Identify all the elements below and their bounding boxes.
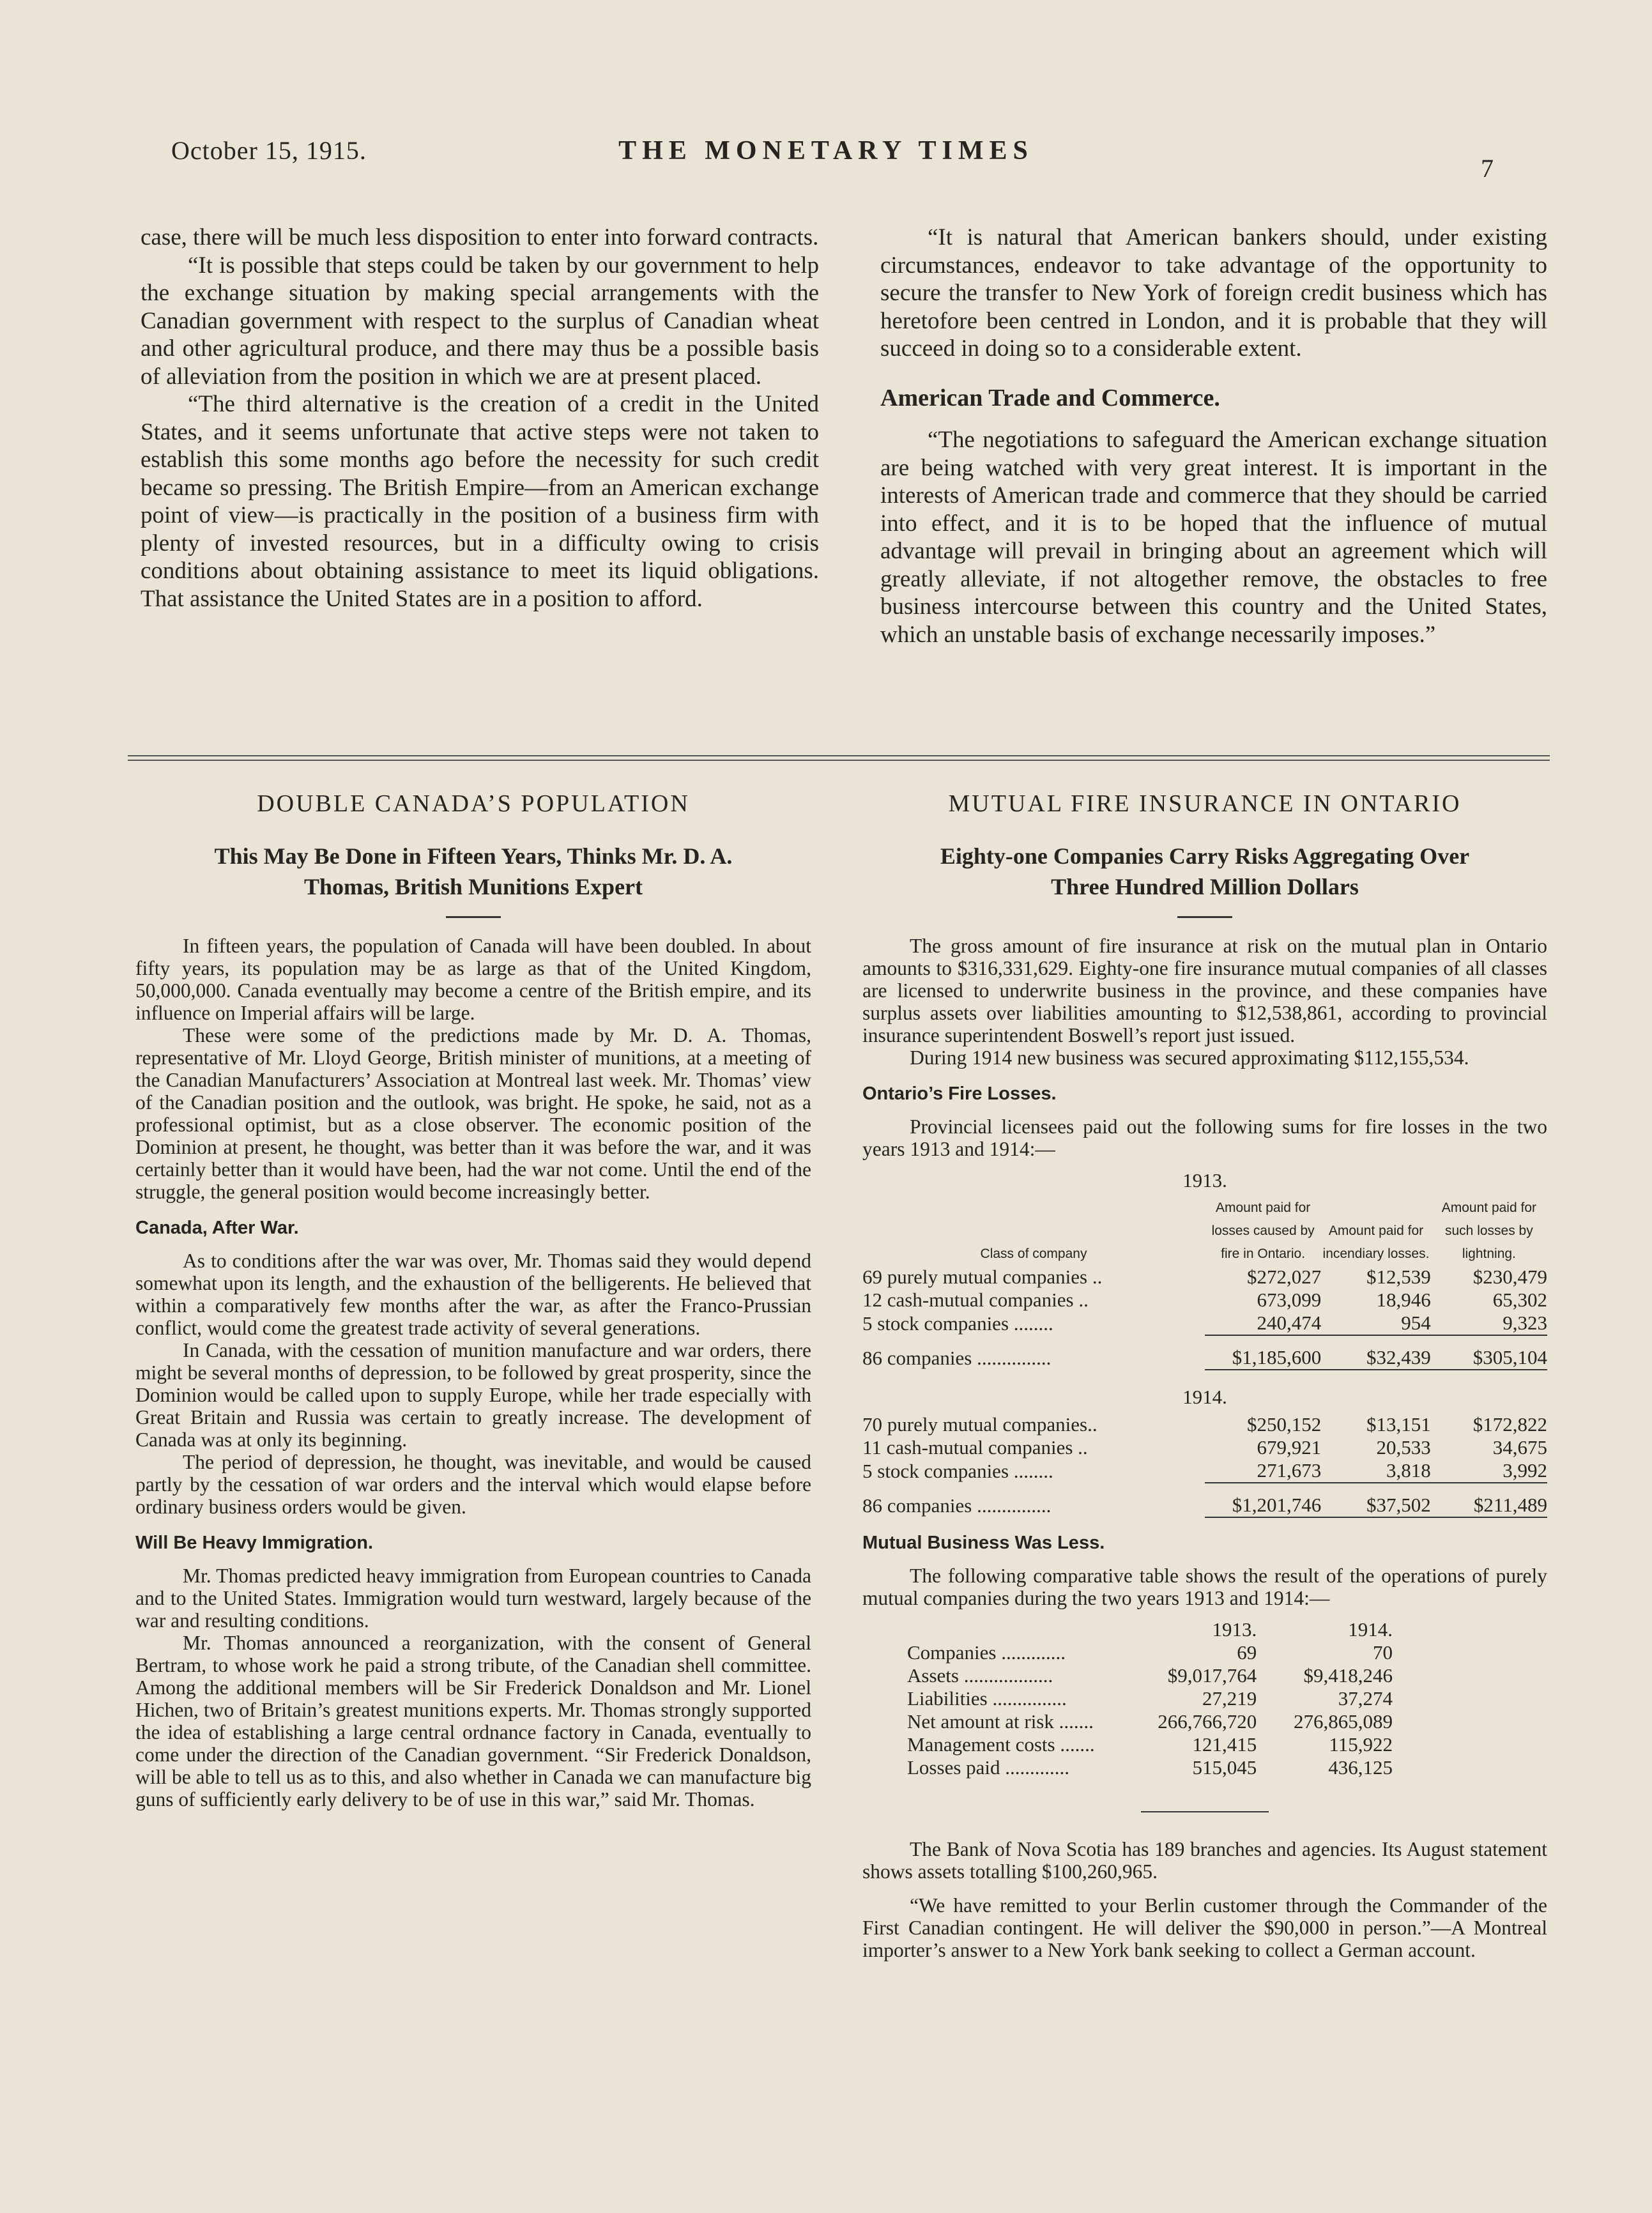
table-cell: 3,992 [1431,1459,1547,1483]
table-cell: $305,104 [1431,1335,1547,1370]
table-cell: Liabilities ............... [907,1687,1067,1710]
table-year-label: 1913. [1182,1169,1227,1191]
comparison-table [907,1618,1393,1779]
subtitle-line: Eighty-one Companies Carry Risks Aggregating Over [940,843,1470,869]
table-cell: 12 cash-mutual companies .. [862,1289,1089,1311]
column-header: Amount paid for incendiary losses. [1322,1223,1430,1261]
paragraph: In fifteen years, the population of Canada will have been doubled. In about fifty years, its population may be as large as that of the United Kingdom, 50,000,000. Canada eventually may become a centre of the British empire, and its influence on Imperial affairs will be large. [135,935,811,1024]
page-number: 7 [1481,154,1494,183]
table-cell: Management costs ....... [907,1733,1095,1756]
table-cell: $9,017,764 [1167,1664,1257,1687]
table-row [907,1664,1393,1687]
table-cell: $32,439 [1321,1335,1431,1370]
top-left-column [141,224,819,613]
table-cell: 515,045 [1192,1756,1257,1779]
table-cell: $272,027 [1246,1266,1322,1288]
table-cell: 86 companies ............... [862,1494,1052,1517]
table-cell: Losses paid ............. [907,1756,1070,1779]
subtitle-line: This May Be Done in Fifteen Years, Thinks Mr. D. A. [214,843,733,869]
paragraph: The Bank of Nova Scotia has 189 branches and agencies. Its August statement shows assets totalling $100,260,965. [862,1838,1547,1883]
table-row [862,1436,1547,1459]
paragraph: As to conditions after the war was over, Mr. Thomas said they would depend somewhat upon its length, and the exhaustion of the belligerents. He believed that within a comparatively few months after the war, as after the Franco-Prussian conflict, would come the greatest trade activity of several generations. [135,1250,811,1339]
paragraph: The gross amount of fire insurance at risk on the mutual plan in Ontario amounts to $316,331,629. Eighty-one fire insurance mutual companies of all classes are licensed to underwrite business in the province, and these companies have surplus assets over liabilities amounting to $12,538,861, according to provincial insurance superintendent Boswell’s report just issued. [862,935,1547,1046]
table-cell: 954 [1321,1312,1431,1335]
table-cell: 115,922 [1329,1733,1393,1756]
table-cell: $211,489 [1431,1483,1547,1517]
fire-losses-table [862,1197,1547,1370]
column-header: Amount paid for such losses by lightning. [1441,1200,1536,1261]
paragraph: During 1914 new business was secured approximating $112,155,534. [910,1046,1469,1069]
table-cell: 121,415 [1192,1733,1257,1756]
table-cell: $9,418,246 [1303,1664,1393,1687]
table-row [862,1266,1547,1289]
table-cell: Net amount at risk ....... [907,1710,1094,1733]
column-header: 1913. [1212,1618,1257,1641]
table-cell: Companies ............. [907,1641,1066,1664]
subheading: Will Be Heavy Immigration. [135,1533,374,1553]
table-row [907,1710,1393,1733]
table-row [862,1459,1547,1483]
table-cell: 70 [1373,1641,1393,1664]
paragraph: “We have remitted to your Berlin customer through the Commander of the First Canadian contingent. He will deliver the $90,000 in person.”—A Montreal importer’s answer to a New York bank seeking to collect a German account. [862,1894,1547,1961]
table-cell: 37,274 [1338,1687,1393,1710]
subheading: Mutual Business Was Less. [862,1533,1105,1553]
table-cell: 69 [1237,1641,1257,1664]
paragraph: “The negotiations to safeguard the American exchange situation are being watched with very great interest. It is important in the interests of American trade and commerce that they should be carried into effect, and it is to be hoped that the influence of mutual advantage will prevail in bringing about an agreement which will greatly alleviate, if not altogether remove, the obstacles to free business intercourse between this country and the United States, which an unstable basis of exchange necessarily imposes.” [880,427,1547,648]
top-right-column [880,224,1547,648]
table-row [862,1289,1547,1312]
table-cell: 276,865,089 [1294,1710,1393,1733]
table-cell: 18,946 [1376,1289,1431,1311]
paragraph: In Canada, with the cessation of munition manufacture and war orders, there might be several months of depression, to be followed by great prosperity, since the Dominion would be called upon to supply Europe, while her trade especially with Great Britain and Russia was certain to greatly increase. The development of Canada was at only its beginning. [135,1339,811,1451]
paragraph: These were some of the predictions made by Mr. D. A. Thomas, representative of Mr. Lloyd George, British minister of munitions, at a meeting of the Canadian Manufacturers’ Association at Montreal last week. Mr. Thomas’ view of the Canadian position and the outlook, was bright. He spoke, he said, not as a professional optimist, but as a close observer. The economic position of the Dominion at present, he thought, was better than it was before the war, and it was certainly better than it would have been, had the war not come. Until the end of the struggle, the general position would become increasingly better. [135,1024,811,1203]
paragraph: The period of depression, he thought, was inevitable, and would be caused partly by the cessation of war orders and the interval which would elapse before ordinary business orders would be given. [135,1451,811,1518]
fire-losses-table [862,1413,1547,1518]
short-rule [1177,916,1232,918]
table-cell: 27,219 [1202,1687,1257,1710]
table-cell: 5 stock companies ........ [862,1460,1053,1482]
article-title: DOUBLE CANADA’S POPULATION [257,790,690,817]
table-row [862,1413,1547,1436]
table-cell: 5 stock companies ........ [862,1312,1053,1335]
masthead-title: THE MONETARY TIMES [618,136,1034,165]
table-cell: 20,533 [1376,1436,1431,1459]
table-cell: Assets .................. [907,1664,1053,1687]
table-cell: 65,302 [1492,1289,1547,1311]
table-row [907,1687,1393,1710]
table-cell: $12,539 [1366,1266,1431,1288]
column-header: Amount paid for losses caused by fire in Ontario. [1211,1200,1315,1261]
subtitle-line: Thomas, British Munitions Expert [303,874,643,900]
table-cell: 69 purely mutual companies .. [862,1266,1103,1288]
table-row [907,1756,1393,1779]
table-row [907,1733,1393,1756]
table-cell: $250,152 [1246,1413,1322,1436]
paragraph: The following comparative table shows the result of the operations of purely mutual companies during the two years 1913 and 1914:— [862,1565,1547,1609]
short-rule [1141,1811,1269,1812]
table-cell: 266,766,720 [1158,1710,1257,1733]
table-row [907,1641,1393,1664]
section-divider [128,755,1550,761]
subheading: Canada, After War. [135,1218,299,1238]
article-mutual-fire-insurance [862,790,1547,1961]
table-cell: $37,502 [1321,1483,1431,1517]
table-cell: 240,474 [1205,1312,1321,1335]
paragraph: “It is possible that steps could be taken by our government to help the exchange situation by making special arrangements with the Canadian government with respect to the surplus of Canadian wheat and other agricultural produce, and there may thus be a possible basis of alleviation from the position in which we are at present placed. [141,252,819,390]
table-cell: $230,479 [1472,1266,1547,1288]
column-header: Class of company [980,1246,1087,1261]
paragraph: “It is natural that American bankers should, under existing circumstances, endeavor to take advantage of the opportunity to secure the transfer to New York of foreign credit business which has heretofore been centred in London, and it is probable that they will succeed in doing so to a considerable extent. [880,224,1547,362]
subtitle-line: Three Hundred Million Dollars [1051,874,1359,900]
table-cell: 70 purely mutual companies.. [862,1413,1098,1436]
table-cell: 34,675 [1492,1436,1547,1459]
table-cell: 271,673 [1205,1459,1321,1483]
paragraph: case, there will be much less disposition to enter into forward contracts. [141,224,819,250]
paragraph: Provincial licensees paid out the following sums for fire losses in the two years 1913 and 1914:— [862,1115,1547,1160]
table-year-label: 1914. [1182,1386,1227,1408]
table-cell: $172,822 [1472,1413,1547,1436]
table-cell: 9,323 [1431,1312,1547,1335]
issue-date: October 15, 1915. [171,136,367,165]
paragraph: “The third alternative is the creation of a credit in the United States, and it seems unfortunate that active steps were not taken to establish this some months ago before the necessity for such credit became so pressing. The British Empire—from an American exchange point of view—is practically in the position of a business firm with plenty of invested resources, but in a difficulty owing to crisis conditions about obtaining assistance to meet its liquid obligations. That assistance the United States are in a position to afford. [141,391,819,612]
article-subtitle [862,841,1547,902]
paragraph: Mr. Thomas predicted heavy immigration from European countries to Canada and to the United States. Immigration would turn westward, largely because of the war and resulting conditions. [135,1565,811,1632]
table-cell: 679,921 [1257,1436,1322,1459]
short-rule [446,916,501,918]
table-cell: $13,151 [1366,1413,1431,1436]
table-row [862,1312,1547,1335]
subheading: Ontario’s Fire Losses. [862,1084,1057,1104]
article-double-population [135,790,811,1811]
table-cell: 86 companies ............... [862,1347,1052,1369]
table-cell: 673,099 [1257,1289,1322,1311]
table-cell: 3,818 [1321,1459,1431,1483]
table-total-row [862,1335,1547,1370]
table-cell: 436,125 [1328,1756,1393,1779]
table-cell: $1,185,600 [1205,1335,1321,1370]
article-title: MUTUAL FIRE INSURANCE IN ONTARIO [948,790,1462,817]
subheading: American Trade and Commerce. [880,384,1220,411]
table-cell: $1,201,746 [1205,1483,1321,1517]
paragraph: Mr. Thomas announced a reorganization, with the consent of General Bertram, to whose work he paid a strong tribute, of the Canadian shell committee. Among the additional members will be Sir Frederick Donaldson and Mr. Lionel Hichen, two of Britain’s greatest munitions experts. Mr. Thomas strongly supported the idea of establishing a large central ordnance factory in Canada, eventually to come under the direction of the Canadian government. “Sir Frederick Donaldson, will be able to tell us as to this, and also whether in Canada we can manufacture big guns of sufficiently early delivery to be of use in this war,” said Mr. Thomas. [135,1632,811,1811]
table-cell: 11 cash-mutual companies .. [862,1436,1088,1459]
article-subtitle [135,841,811,902]
table-total-row [862,1483,1547,1517]
column-header: 1914. [1348,1618,1393,1641]
